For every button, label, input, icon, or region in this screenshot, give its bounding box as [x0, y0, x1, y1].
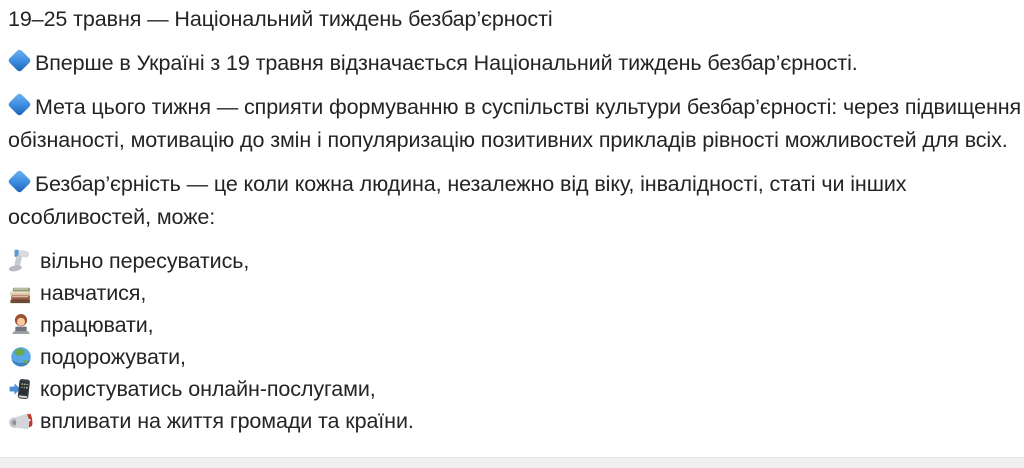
- mobile-phone-arrow-icon: [8, 376, 40, 402]
- paragraph: [8, 91, 1022, 157]
- woman-technologist-icon: [8, 312, 40, 338]
- paragraph-text: Безбар’єрність — це коли кожна людина, незалежно від віку, інвалідності, статі чи інших особливостей, може:: [8, 172, 907, 229]
- paragraph: [8, 47, 1022, 80]
- post-title: 19–25 травня — Національний тиждень безбар’єрності: [8, 7, 553, 31]
- list-item: [8, 341, 1022, 373]
- list-item-text: впливати на життя громади та країни.: [40, 408, 414, 433]
- blue-diamond-icon: [8, 172, 35, 194]
- paragraph: [8, 168, 1022, 234]
- list-item-text: подорожувати,: [40, 344, 186, 369]
- list-item: [8, 405, 1022, 437]
- mechanical-leg-icon: [8, 248, 40, 274]
- list-item: [8, 277, 1022, 309]
- list-item: [8, 245, 1022, 277]
- footer-bar: [0, 457, 1024, 468]
- paragraph-text: Вперше в Україні з 19 травня відзначається Національний тиждень безбар’єрності.: [35, 51, 858, 75]
- blue-diamond-icon: [8, 95, 35, 117]
- list-item: [8, 309, 1022, 341]
- benefits-list: [8, 245, 1022, 437]
- books-icon: [8, 280, 40, 306]
- list-item-text: користуватись онлайн-послугами,: [40, 376, 376, 401]
- list-item-text: вільно пересуватись,: [40, 248, 250, 273]
- loudspeaker-icon: [8, 408, 40, 434]
- blue-diamond-icon: [8, 51, 35, 73]
- globe-icon: [8, 344, 40, 370]
- list-item-text: працювати,: [40, 312, 154, 337]
- list-item-text: навчатися,: [40, 280, 147, 305]
- list-item: [8, 373, 1022, 405]
- paragraph-text: Мета цього тижня — сприяти формуванню в суспільстві культури безбар’єрності: через підвищення обізнаності, мотивацію до змін і популяризацію позитивних прикладів рівності можливостей для всіх.: [8, 95, 1022, 152]
